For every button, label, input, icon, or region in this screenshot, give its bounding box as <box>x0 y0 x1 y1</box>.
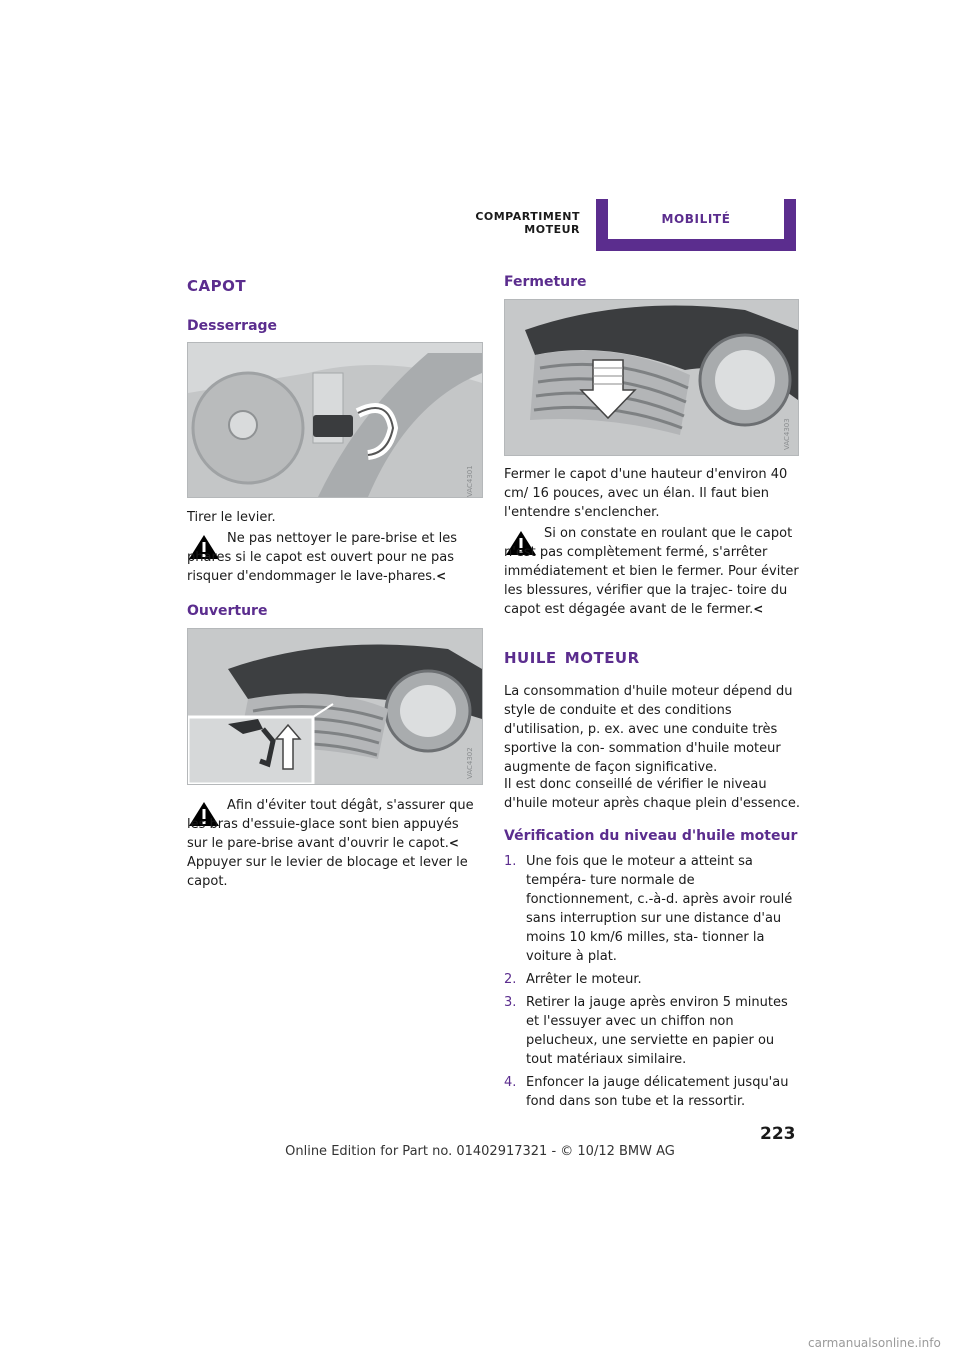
list-number: 2. <box>504 972 517 987</box>
list-item <box>504 993 800 1069</box>
heading-desserrage: Desserrage <box>187 318 278 334</box>
list-item <box>504 1073 800 1111</box>
running-header-section: COMPARTIMENT MOTEUR <box>475 210 580 236</box>
end-mark: < <box>436 569 447 583</box>
chapter-tab <box>596 199 796 251</box>
list-number: 3. <box>504 995 517 1010</box>
section-title-capot: capot <box>187 272 247 297</box>
footer-edition: Online Edition for Part no. 01402917321 - © 10/12 BMW AG <box>285 1144 675 1159</box>
section-title-huile-moteur: huile moteur <box>504 644 640 669</box>
list-item-text: Une fois que le moteur a atteint sa tempéra- ture normale de fonctionnement, c.-à-d. après avoir roulé sans interruption sur une distance d'au moins 10 km/6 milles, sta- tionner la voiture à plat. <box>526 854 793 964</box>
fermeture-text: Fermer le capot d'une hauteur d'environ 40 cm/ 16 pouces, avec un élan. Il faut bien l'entendre s'enclencher. <box>504 467 788 520</box>
list-item <box>504 852 800 966</box>
huile-paragraph-2: Il est donc conseillé de vérifier le niveau d'huile moteur après chaque plein d'essence. <box>504 777 800 811</box>
chapter-tab-label: MOBILITÉ <box>608 199 784 239</box>
warning-fermeture <box>504 524 800 619</box>
svg-text:VAC4301: VAC4301 <box>466 465 474 497</box>
huile-paragraph-1: La consommation d'huile moteur dépend du style de conduite et des conditions d'utilisation, p. ex. avec une conduite très sportive la con- sommation d'huile moteur augmente de façon significative. <box>504 684 793 775</box>
photo-hood-opening <box>187 628 483 785</box>
list-item-text: Retirer la jauge après environ 5 minutes et l'essuyer avec un chiffon non pelucheux, une serviette en papier ou tout matériaux similaire. <box>526 995 788 1067</box>
list-number: 1. <box>504 854 517 869</box>
end-mark: < <box>448 836 459 850</box>
warning-fermeture-text: Si on constate en roulant que le capot n'est pas complètement fermé, s'arrêter immédiatement et bien le fermer. Pour éviter les blessures, vérifier que la trajec- toire du capot est dégagée avant de le fermer. <box>504 526 799 617</box>
list-item-text: Enfoncer la jauge délicatement jusqu'au fond dans son tube et la ressortir. <box>526 1075 789 1109</box>
list-number: 4. <box>504 1075 517 1090</box>
steps-list <box>504 852 800 1115</box>
warning-desserrage <box>187 529 481 586</box>
list-item-text: Arrêter le moteur. <box>526 972 642 987</box>
warning-ouverture <box>187 796 481 853</box>
heading-fermeture: Fermeture <box>504 274 587 290</box>
list-item <box>504 970 800 989</box>
photo-hood-closing <box>504 299 799 456</box>
heading-verification: Vérification du niveau d'huile moteur <box>504 828 798 844</box>
photo-hood-release-lever <box>187 342 483 498</box>
page-number: 223 <box>760 1124 796 1144</box>
watermark: carmanualsonline.info <box>808 1336 941 1350</box>
warning-desserrage-text: Ne pas nettoyer le pare-brise et les phares si le capot est ouvert pour ne pas risquer d'endommager le lave-phares. <box>187 531 457 584</box>
end-mark: < <box>753 602 764 616</box>
ouverture-text: Appuyer sur le levier de blocage et lever le capot. <box>187 855 468 889</box>
desserrage-text: Tirer le levier. <box>187 510 276 525</box>
svg-text:VAC4303: VAC4303 <box>783 418 791 450</box>
heading-ouverture: Ouverture <box>187 603 268 619</box>
svg-text:VAC4302: VAC4302 <box>466 747 474 779</box>
warning-ouverture-text: Afin d'éviter tout dégât, s'assurer que les bras d'essuie-glace sont bien appuyés sur le pare-brise avant d'ouvrir le capot. <box>187 798 474 851</box>
